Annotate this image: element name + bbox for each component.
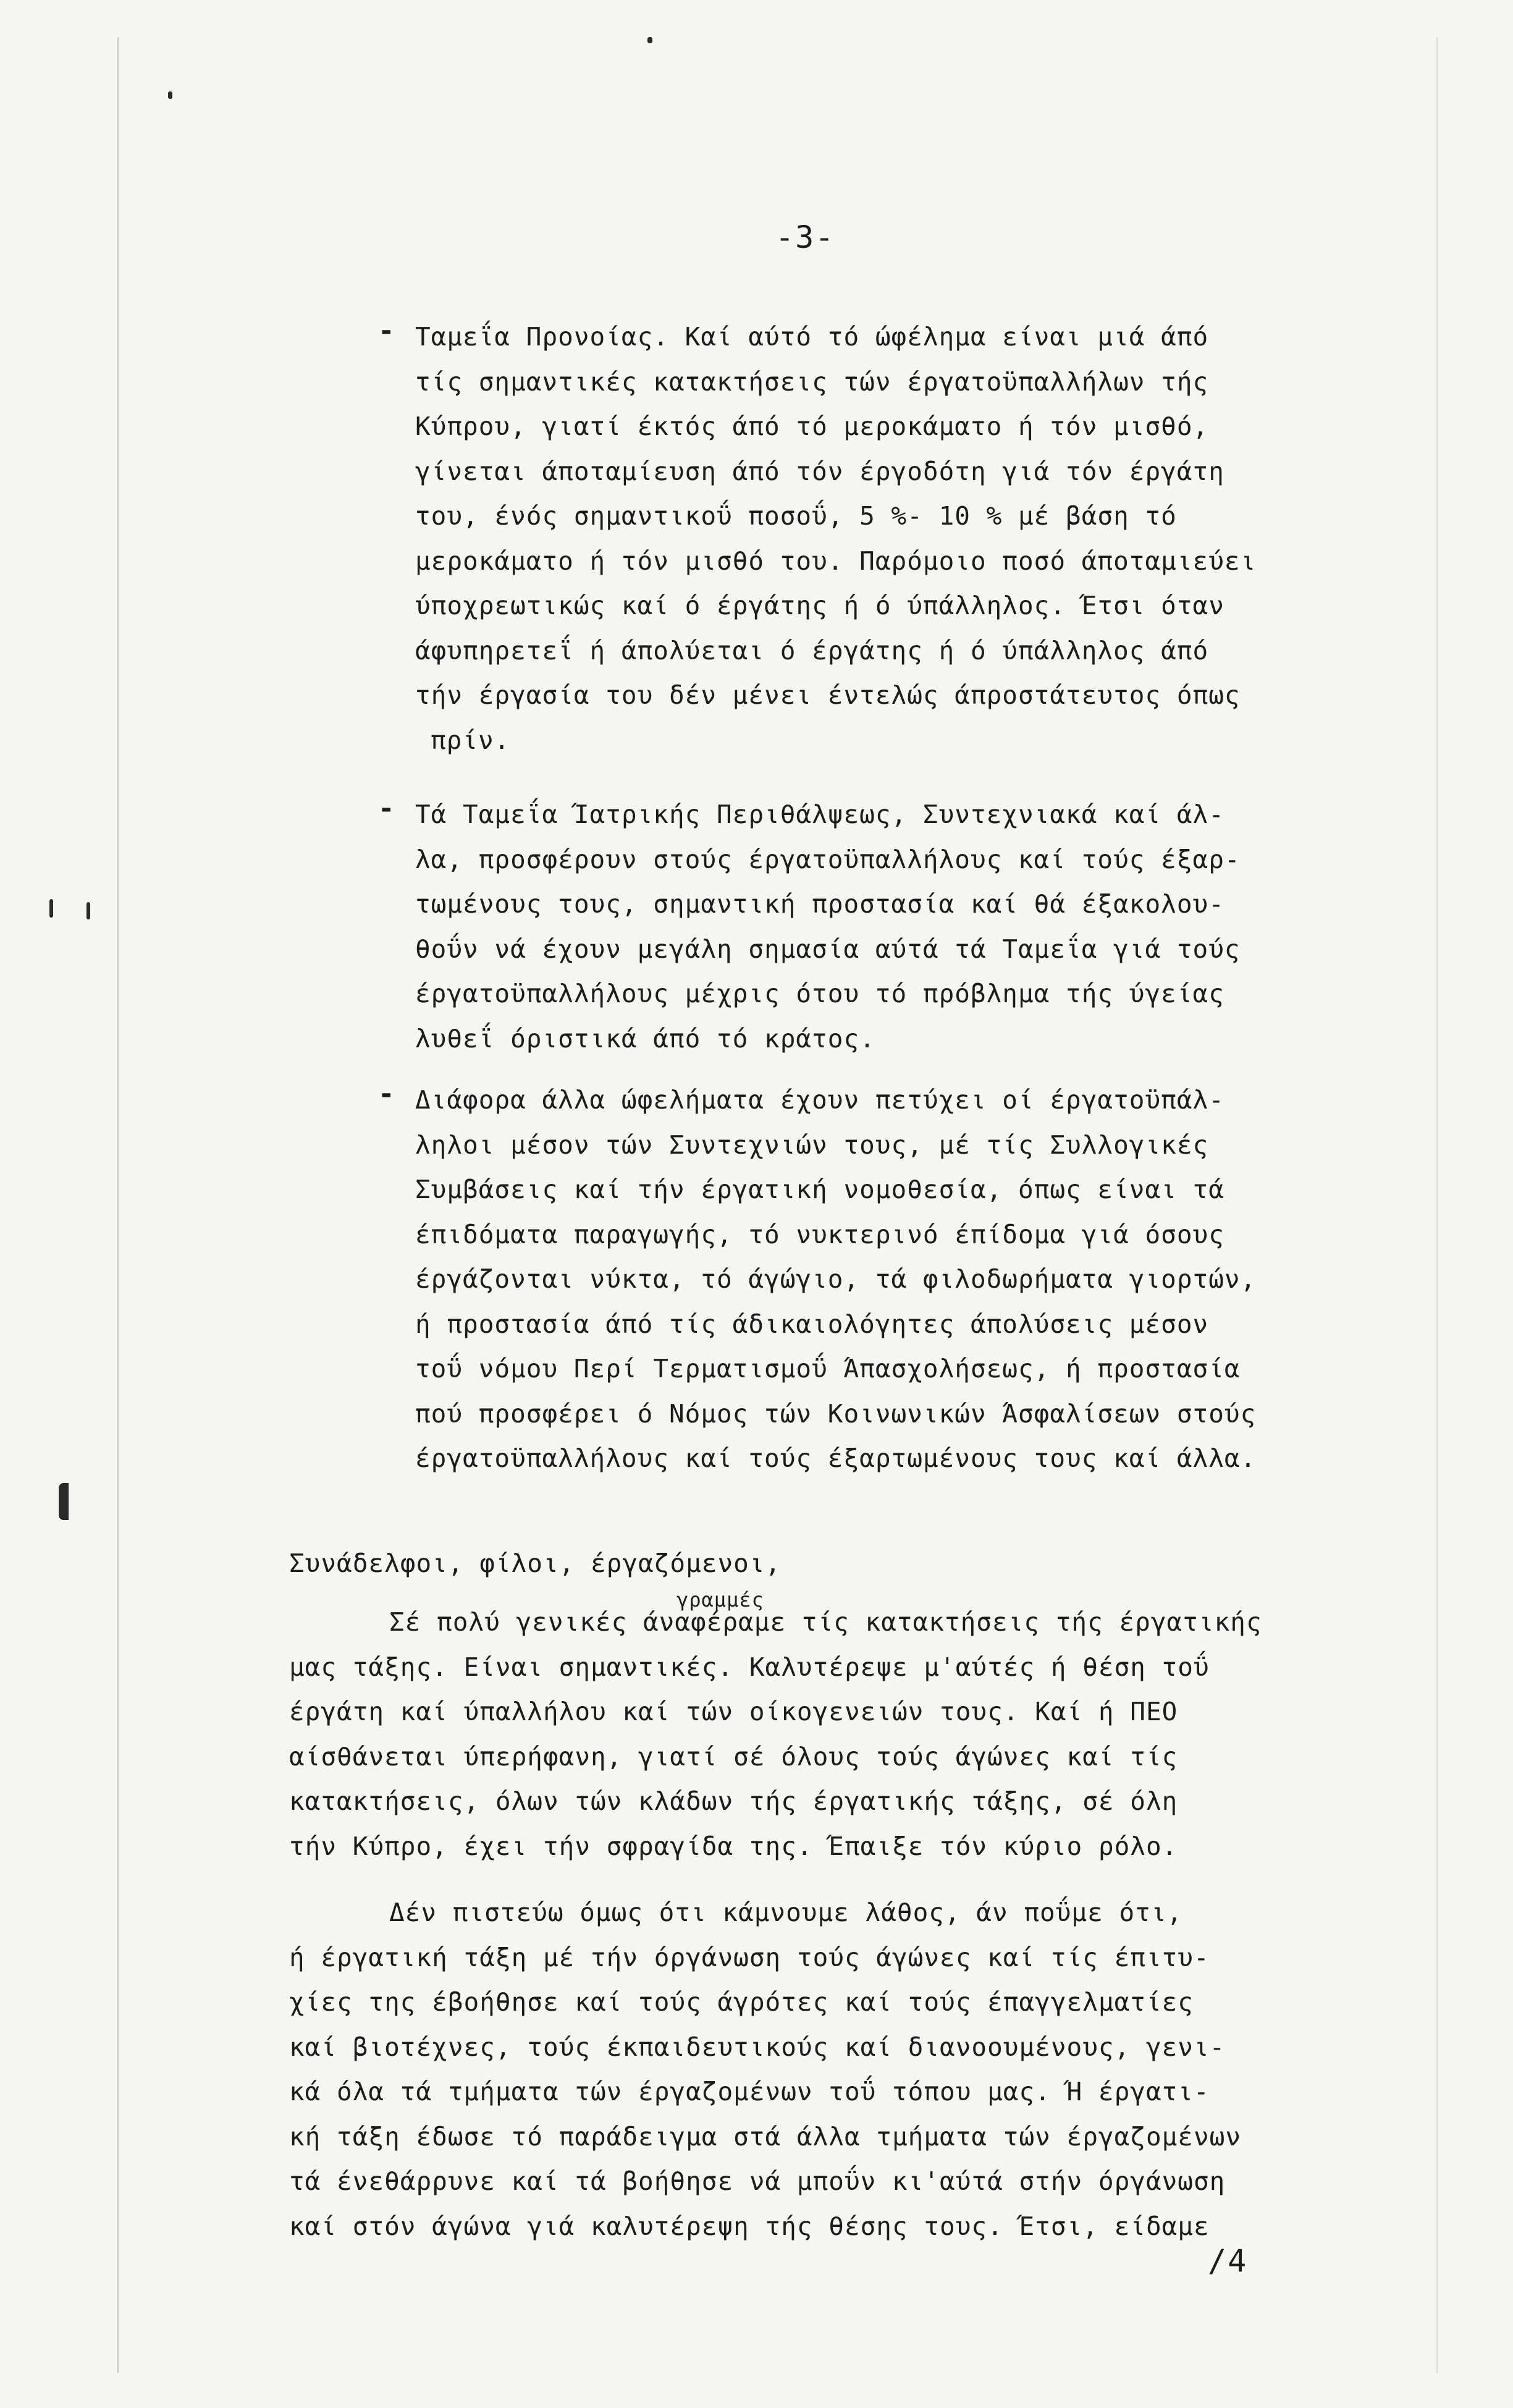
text-line: Σέ πολύ γενικές άναφέραμε τίς κατακτήσεις τής έργατικής (389, 1607, 1262, 1637)
text-line: έργατοϋπαλλήλους μέχρις ότου τό πρόβλημα τής ύγείας (415, 979, 1224, 1008)
text-line: Ταμεΐα Προνοίας. Καί αύτό τό ώφέλημα είναι μιά άπό (415, 322, 1209, 352)
text-line: τά ένεθάρρυνε καί τά βοήθησε νά μποΰν κι'αύτά στήν όργάνωση (289, 2166, 1226, 2196)
text-line: μεροκάματο ή τόν μισθό του. Παρόμοιο ποσό άποταμιεύει (415, 546, 1257, 576)
text-line: κή τάξη έδωσε τό παράδειγμα στά άλλα τμήματα τών έργαζομένων (289, 2121, 1242, 2152)
bullet-dash: - (378, 793, 395, 824)
text-line: τήν έργασία του δέν μένει έντελώς άπροστάτευτος όπως (415, 680, 1241, 710)
text-line: τήν Κύπρο, έχει τήν σφραγίδα της. Έπαιξε τόν κύριο ρόλο. (289, 1831, 1178, 1861)
text-line: έργάζονται νύκτα, τό άγώγιο, τά φιλοδωρήματα γιορτών, (415, 1264, 1257, 1294)
text-line: αίσθάνεται ύπερήφανη, γιατί σέ όλους τούς άγώνες καί τίς (289, 1741, 1178, 1772)
text-line: τωμένους τους, σημαντική προστασία καί θά έξακολου- (415, 889, 1224, 919)
text-line: Τά Ταμεΐα Ίατρικής Περιθάλψεως, Συντεχνιακά καί άλ- (415, 800, 1224, 829)
text-line: καί βιοτέχνες, τούς έκπαιδευτικούς καί διανοουμένους, γενι- (289, 2032, 1226, 2062)
text-line: του, ένός σημαντικοΰ ποσοΰ, 5 %- 10 % μέ βάση τό (415, 501, 1177, 531)
scan-edge-line (1436, 37, 1438, 2373)
bullet-dash: - (378, 315, 395, 347)
page-number: -3- (775, 219, 835, 255)
text-line: άφυπηρετεΐ ή άπολύεται ό έργάτης ή ό ύπάλληλος άπό (415, 635, 1209, 665)
scan-speck (49, 899, 53, 918)
scan-speck (647, 37, 652, 43)
text-line: πού προσφέρει ό Νόμος τών Κοινωνικών Άσφαλίσεων στούς (415, 1398, 1257, 1429)
bullet-dash: - (378, 1078, 395, 1110)
text-line: θοΰν νά έχουν μεγάλη σημασία αύτά τά Ταμεΐα γιά τούς (415, 934, 1241, 964)
text-line: λα, προσφέρουν στούς έργατοϋπαλλήλους καί τούς έξαρ- (415, 844, 1241, 874)
text-line: Διάφορα άλλα ώφελήματα έχουν πετύχει οί έργατοϋπάλ- (415, 1085, 1224, 1115)
continuation-mark: /4 (1208, 2243, 1248, 2279)
text-line: καί στόν άγώνα γιά καλυτέρεψη τής θέσης τους. Έτσι, είδαμε (289, 2211, 1210, 2241)
scan-edge-line (117, 37, 119, 2373)
text-line: ύποχρεωτικώς καί ό έργάτης ή ό ύπάλληλος. Έτσι όταν (415, 591, 1224, 620)
text-line: γίνεται άποταμίευση άπό τόν έργοδότη γιά τόν έργάτη (415, 456, 1224, 486)
text-line: ή έργατική τάξη μέ τήν όργάνωση τούς άγώνες καί τίς έπιτυ- (289, 1942, 1210, 1972)
text-line: λυθεΐ όριστικά άπό τό κράτος. (415, 1023, 875, 1054)
text-line: κά όλα τά τμήματα τών έργαζομένων τοΰ τόπου μας. Ή έργατι- (289, 2077, 1210, 2106)
text-line: πρίν. (431, 725, 510, 755)
scan-speck (168, 91, 172, 99)
text-line: Δέν πιστεύω όμως ότι κάμνουμε λάθος, άν ποΰμε ότι, (389, 1898, 1183, 1927)
text-line: τοΰ νόμου Περί Τερματισμοΰ Άπασχολήσεως, ή προστασία (415, 1354, 1241, 1384)
text-line: μας τάξης. Είναι σημαντικές. Καλυτέρεψε μ'αύτές ή θέση τοΰ (289, 1652, 1210, 1682)
salutation-line: Συνάδελφοι, φίλοι, έργαζόμενοι, (289, 1548, 782, 1578)
text-line: τίς σημαντικές κατακτήσεις τών έργατοϋπαλλήλων τής (415, 366, 1209, 397)
text-line: κατακτήσεις, όλων τών κλάδων τής έργατικής τάξης, σέ όλη (289, 1786, 1178, 1816)
text-line: χίες της έβοήθησε καί τούς άγρότες καί τούς έπαγγελματίες (289, 1987, 1194, 2017)
scan-speck (86, 902, 90, 919)
text-line: ληλοι μέσον τών Συντεχνιών τους, μέ τίς Συλλογικές (415, 1130, 1209, 1160)
text-line: ή προστασία άπό τίς άδικαιολόγητες άπολύσεις μέσον (415, 1309, 1209, 1339)
text-line: Συμβάσεις καί τήν έργατική νομοθεσία, όπως είναι τά (415, 1175, 1224, 1204)
text-line: έπιδόματα παραγωγής, τό νυκτερινό έπίδομα γιά όσους (415, 1219, 1224, 1249)
text-line: έργατοϋπαλλήλους καί τούς έξαρτωμένους τους καί άλλα. (415, 1443, 1257, 1473)
text-line: έργάτη καί ύπαλλήλου καί τών οίκογενειών τους. Καί ή ΠΕΟ (289, 1697, 1178, 1726)
text-line: Κύπρου, γιατί έκτός άπό τό μεροκάματο ή τόν μισθό, (415, 412, 1209, 441)
typed-overwrite: γραμμές (676, 1588, 764, 1612)
scan-speck (59, 1483, 69, 1520)
